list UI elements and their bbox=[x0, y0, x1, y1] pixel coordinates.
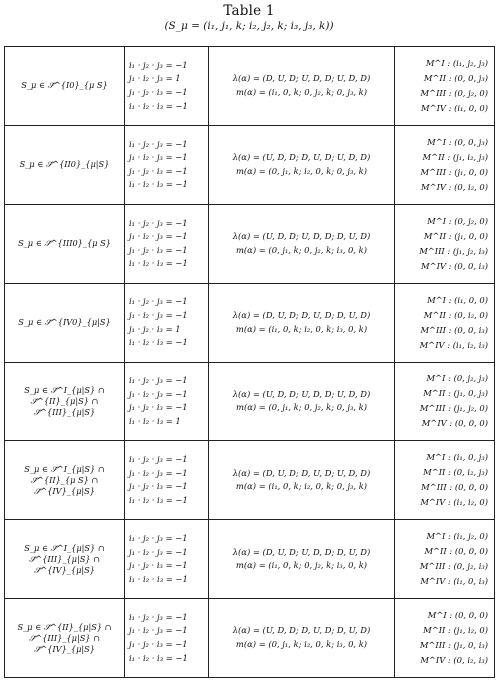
M-value-line: M^I : (0, 0, 0) bbox=[427, 610, 488, 621]
m-line: m(α) = (i₁, 0, k; 0, j₂, k; 0, j₃, k) bbox=[235, 86, 368, 97]
condition-line: i₁ · j₂ · j₃ = −1 bbox=[129, 296, 188, 307]
condition-line: i₁ · j₂ · j₃ = −1 bbox=[129, 454, 188, 465]
M-value-line: M^III : (0, 0, i₃) bbox=[420, 324, 488, 335]
space-cell: S_μ ∈ 𝒮̃^I_{μ|S} ∩ 𝒮̃^{II}_{μ|S} ∩ 𝒮̃^{III}_{μ|S} bbox=[5, 362, 125, 441]
table-row bbox=[5, 599, 495, 678]
condition-line: j₁ · j₂ · i₃ = −1 bbox=[129, 560, 188, 571]
M-value-line: M^II : (j₁, i₂, 0) bbox=[423, 625, 488, 636]
condition-line: i₁ · j₂ · j₃ = −1 bbox=[129, 59, 188, 70]
condition-line: j₁ · j₂ · i₃ = −1 bbox=[129, 165, 188, 176]
M-value-line: M^IV : (i₁, i₂, i₃) bbox=[419, 339, 488, 350]
conditions-cell bbox=[125, 125, 209, 204]
condition-line: j₁ · i₂ · j₃ = −1 bbox=[129, 231, 188, 242]
lambda-m-cell bbox=[209, 204, 395, 283]
conditions-cell bbox=[125, 283, 209, 362]
M-value-line: M^I : (i₁, j₂, 0) bbox=[426, 531, 488, 542]
conditions-cell bbox=[125, 599, 209, 678]
M-value-line: M^I : (0, 0, j₃) bbox=[427, 136, 488, 147]
table-body bbox=[5, 47, 495, 678]
M-value-line: M^II : (j₁, 0, j₃) bbox=[423, 388, 488, 399]
m-line: m(α) = (0, j₁, k; 0, j₂, k; 0, j₃, k) bbox=[236, 402, 367, 413]
lambda-m-cell bbox=[209, 441, 395, 520]
m-line: m(α) = (0, j₁, k; i₂, 0, k; i₃, 0, k) bbox=[235, 639, 368, 650]
condition-line: i₁ · i₂ · i₃ = −1 bbox=[129, 573, 188, 584]
condition-line: j₁ · j₂ · i₃ = −1 bbox=[129, 86, 188, 97]
table-row bbox=[5, 204, 495, 283]
space-cell: S_μ ∈ 𝒮̃^{III0}_{μ S} bbox=[5, 204, 125, 283]
M-values-cell bbox=[395, 283, 495, 362]
M-values-cell bbox=[395, 125, 495, 204]
conditions-cell bbox=[125, 520, 209, 599]
M-value-line: M^II : (0, 0, 0) bbox=[424, 546, 488, 557]
M-value-line: M^IV : (0, 0, 0) bbox=[421, 418, 488, 429]
lambda-line: λ(α) = (U, D, D; U, D, D; D, U, D) bbox=[232, 231, 371, 242]
M-values-cell bbox=[395, 520, 495, 599]
M-values-cell bbox=[395, 362, 495, 441]
lambda-m-cell bbox=[209, 520, 395, 599]
conditions-cell bbox=[125, 441, 209, 520]
M-value-line: M^I : (i₁, 0, 0) bbox=[427, 294, 488, 305]
condition-line: i₁ · i₂ · i₃ = −1 bbox=[129, 337, 188, 348]
m-line: m(α) = (i₁, 0, k; i₂, 0, k; i₃, 0, k) bbox=[235, 323, 368, 334]
M-value-line: M^I : (i₁, j₂, j₃) bbox=[425, 57, 488, 68]
condition-line: i₁ · i₂ · i₃ = 1 bbox=[129, 416, 181, 427]
M-value-line: M^IV : (i₁, 0, i₃) bbox=[420, 576, 488, 587]
lambda-m-cell bbox=[209, 125, 395, 204]
space-cell: S_μ ∈ 𝒮̃^I_{μ|S} ∩ 𝒮̃^{III}_{μ|S} ∩ 𝒮̃^{IV}_{μ|S} bbox=[5, 520, 125, 599]
lambda-line: λ(α) = (D, U, D; U, D, D; D, U, D) bbox=[232, 546, 371, 557]
condition-line: j₁ · i₂ · j₃ = −1 bbox=[129, 309, 188, 320]
M-value-line: M^III : (0, j₂, 0) bbox=[420, 87, 488, 98]
condition-line: j₁ · j₂ · i₃ = 1 bbox=[129, 323, 181, 334]
M-values-cell bbox=[395, 599, 495, 678]
M-values-cell bbox=[395, 204, 495, 283]
M-value-line: M^II : (0, 0, j₃) bbox=[423, 72, 488, 83]
M-value-line: M^III : (j₁, j₂, i₃) bbox=[419, 245, 488, 256]
m-line: m(α) = (0, j₁, k; 0, j₂, k; i₃, 0, k) bbox=[235, 244, 368, 255]
condition-line: i₁ · i₂ · i₃ = −1 bbox=[129, 494, 188, 505]
M-value-line: M^III : (j₁, 0, i₃) bbox=[419, 640, 488, 651]
condition-line: j₁ · j₂ · i₃ = −1 bbox=[129, 639, 188, 650]
lambda-m-cell bbox=[209, 362, 395, 441]
space-cell: S_μ ∈ 𝒮̃^{I0}_{μ S} bbox=[5, 47, 125, 126]
m-line: m(α) = (0, j₁, k; i₂, 0, k; 0, j₃, k) bbox=[235, 165, 368, 176]
condition-line: j₁ · j₂ · i₃ = −1 bbox=[129, 481, 188, 492]
M-value-line: M^III : (j₁, 0, 0) bbox=[420, 166, 488, 177]
M-value-line: M^IV : (0, i₂, 0) bbox=[421, 181, 488, 192]
M-values-cell bbox=[395, 441, 495, 520]
space-cell: S_μ ∈ 𝒮̃^{IV0}_{μ|S} bbox=[5, 283, 125, 362]
space-cell: S_μ ∈ 𝒮̃^{II}_{μ|S} ∩ 𝒮̃^{III}_{μ|S} ∩ 𝒮̃^{IV}_{μ|S} bbox=[5, 599, 125, 678]
M-value-line: M^IV : (0, 0, i₃) bbox=[421, 260, 488, 271]
table-row bbox=[5, 125, 495, 204]
table-title: Table 1 bbox=[223, 3, 275, 19]
lambda-line: λ(α) = (D, U, D; U, D, D; U, D, D) bbox=[232, 73, 371, 84]
M-value-line: M^IV : (i₁, i₂, 0) bbox=[420, 497, 488, 508]
M-values-cell bbox=[395, 47, 495, 126]
M-value-line: M^III : (0, 0, 0) bbox=[421, 482, 488, 493]
M-value-line: M^II : (0, i₂, j₃) bbox=[423, 467, 488, 478]
condition-line: i₁ · j₂ · j₃ = −1 bbox=[129, 138, 188, 149]
condition-line: j₁ · i₂ · j₃ = 1 bbox=[129, 73, 181, 84]
lambda-m-cell bbox=[209, 599, 395, 678]
condition-line: j₁ · i₂ · j₃ = −1 bbox=[129, 467, 188, 478]
M-value-line: M^I : (0, j₂, 0) bbox=[427, 215, 488, 226]
condition-line: j₁ · i₂ · j₃ = −1 bbox=[129, 546, 188, 557]
M-value-line: M^IV : (i₁, 0, 0) bbox=[421, 102, 488, 113]
m-line: m(α) = (i₁, 0, k; i₂, 0, k; 0, j₃, k) bbox=[235, 481, 368, 492]
condition-line: j₁ · j₂ · i₃ = −1 bbox=[129, 244, 188, 255]
condition-line: j₁ · i₂ · j₃ = −1 bbox=[129, 625, 188, 636]
lambda-line: λ(α) = (D, U, D; D, U, D; U, D, D) bbox=[232, 467, 371, 478]
condition-line: j₁ · i₂ · j₃ = −1 bbox=[129, 388, 188, 399]
lambda-m-cell bbox=[209, 47, 395, 126]
M-value-line: M^III : (0, j₂, i₃) bbox=[419, 561, 488, 572]
condition-line: j₁ · j₂ · i₃ = −1 bbox=[129, 402, 188, 413]
table-row bbox=[5, 520, 495, 599]
M-value-line: M^II : (j₁, 0, 0) bbox=[423, 230, 488, 241]
condition-line: i₁ · i₂ · i₃ = −1 bbox=[129, 179, 188, 190]
condition-line: i₁ · j₂ · j₃ = −1 bbox=[129, 611, 188, 622]
lambda-line: λ(α) = (U, D, D; U, D, D; U, D, D) bbox=[232, 388, 371, 399]
m-line: m(α) = (i₁, 0, k; 0, j₂, k; i₃, 0, k) bbox=[235, 560, 368, 571]
condition-line: i₁ · i₂ · i₃ = −1 bbox=[129, 258, 188, 269]
table-row bbox=[5, 362, 495, 441]
M-value-line: M^I : (0, j₂, j₃) bbox=[426, 373, 488, 384]
M-value-line: M^IV : (0, i₂, i₃) bbox=[420, 655, 488, 666]
condition-line: i₁ · j₂ · j₃ = −1 bbox=[129, 375, 188, 386]
conditions-cell bbox=[125, 204, 209, 283]
table-row bbox=[5, 47, 495, 126]
M-value-line: M^II : (0, i₂, 0) bbox=[423, 309, 488, 320]
space-cell: S_μ ∈ 𝒮̃^I_{μ|S} ∩ 𝒮̃^{II}_{μ S} ∩ 𝒮̃^{IV}_{μ|S} bbox=[5, 441, 125, 520]
M-value-line: M^I : (i₁, 0, j₃) bbox=[426, 452, 488, 463]
table-row bbox=[5, 441, 495, 520]
condition-line: i₁ · i₂ · i₃ = −1 bbox=[129, 100, 188, 111]
table-row bbox=[5, 283, 495, 362]
classification-table bbox=[4, 46, 495, 678]
condition-line: j₁ · i₂ · j₃ = −1 bbox=[129, 152, 188, 163]
lambda-line: λ(α) = (U, D, D; D, U, D; D, U, D) bbox=[232, 625, 371, 636]
conditions-cell bbox=[125, 362, 209, 441]
condition-line: i₁ · j₂ · j₃ = −1 bbox=[129, 533, 188, 543]
condition-line: i₁ · i₂ · i₃ = −1 bbox=[129, 652, 188, 663]
M-value-line: M^II : (j₁, i₂, j₃) bbox=[422, 151, 488, 162]
lambda-m-cell bbox=[209, 283, 395, 362]
M-value-line: M^III : (j₁, j₂, 0) bbox=[419, 403, 488, 414]
conditions-cell bbox=[125, 47, 209, 126]
lambda-line: λ(α) = (U, D, D; D, U, D; U, D, D) bbox=[232, 152, 371, 163]
table-subtitle: (S_μ = (i₁, j₁, k; i₂, j₂, k; i₃, j₃, k)) bbox=[164, 20, 334, 32]
space-cell: S_μ ∈ 𝒮̃^{II0}_{μ|S} bbox=[5, 125, 125, 204]
lambda-line: λ(α) = (D, U, D; D, U, D; D, U, D) bbox=[232, 309, 371, 320]
condition-line: i₁ · j₂ · j₃ = −1 bbox=[129, 217, 188, 228]
